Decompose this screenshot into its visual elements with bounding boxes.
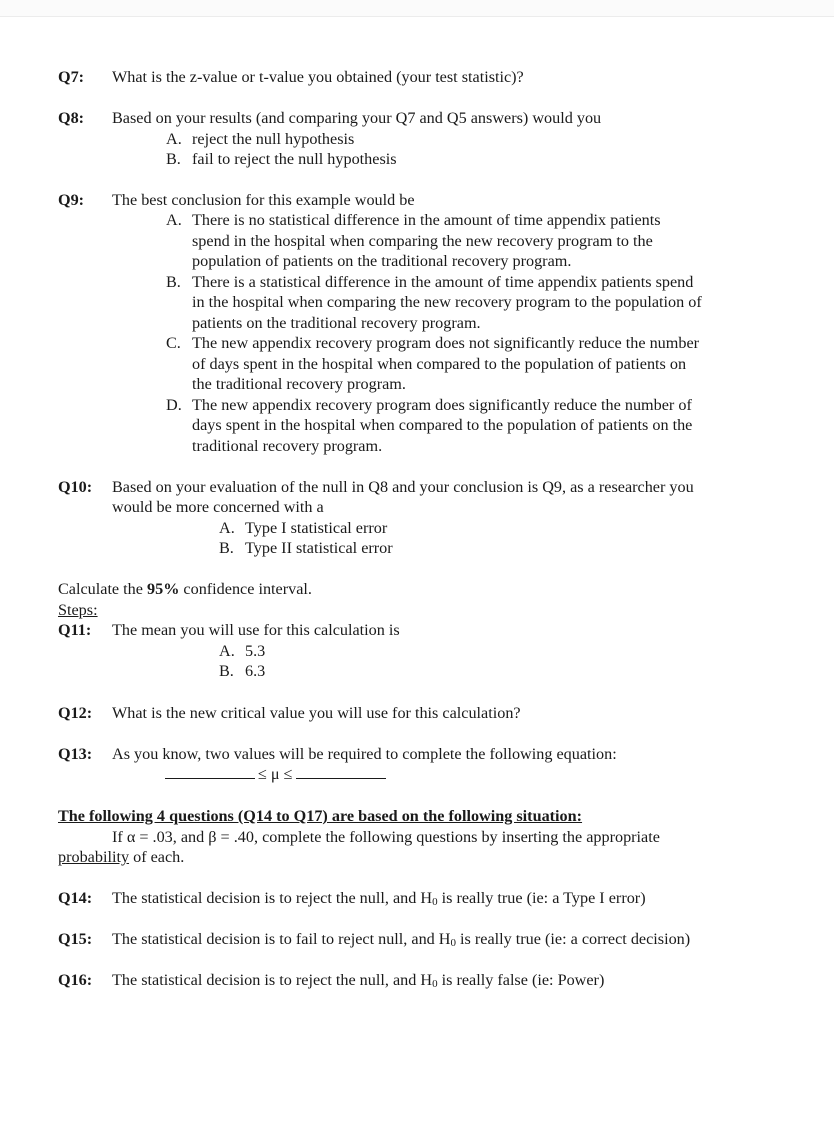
option-a[interactable]: A. reject the null hypothesis	[166, 130, 355, 148]
situation-line-1: If α = .03, and β = .40, complete the following questions by inserting the appropriate	[112, 828, 660, 846]
question-text: The statistical decision is to fail to reject null, and $H_0$ is really true (ie: a correct decision)	[112, 930, 691, 949]
question-text: Based on your results (and comparing your Q7 and Q5 answers) would you	[112, 109, 602, 127]
question-label: Q10:	[58, 478, 93, 496]
option-b[interactable]: B. fail to reject the null hypothesis	[166, 150, 397, 168]
upper-bound-blank[interactable]	[296, 764, 386, 779]
question-text: As you know, two values will be required to complete the following equation:	[112, 745, 617, 763]
question-text-cont: would be more concerned with a	[112, 498, 324, 516]
question-text: Based on your evaluation of the null in Q8 and your conclusion is Q9, as a researcher you	[112, 478, 694, 496]
lower-bound-blank[interactable]	[165, 764, 255, 779]
question-text: The statistical decision is to reject the null, and $H_0$ is really true (ie: a Type I error)	[112, 889, 646, 908]
ci-instruction: Calculate the 95% confidence interval.	[58, 580, 312, 598]
option-b[interactable]: B. Type II statistical error	[219, 539, 393, 557]
question-label: Q11:	[58, 621, 92, 639]
question-text: The statistical decision is to reject the null, and $H_0$ is really false (ie: Power)	[112, 971, 605, 990]
question-label: Q15:	[58, 930, 93, 948]
question-label: Q12:	[58, 704, 93, 722]
question-text: The best conclusion for this example would be	[112, 191, 415, 209]
option-a[interactable]: A. Type I statistical error	[219, 519, 388, 537]
question-text: What is the z-value or t-value you obtained (your test statistic)?	[112, 68, 524, 86]
question-label: Q8:	[58, 109, 85, 127]
situation-heading: The following 4 questions (Q14 to Q17) are based on the following situation:	[58, 807, 583, 825]
option-a[interactable]: A. 5.3	[219, 642, 266, 660]
question-label: Q13:	[58, 745, 93, 763]
viewer-top-bar	[0, 0, 834, 17]
question-label: Q9:	[58, 191, 85, 209]
question-label: Q7:	[58, 68, 85, 86]
question-text: The mean you will use for this calculation is	[112, 621, 400, 639]
situation-line-2: probability of each.	[58, 848, 185, 866]
option-b[interactable]: B. 6.3	[219, 662, 266, 680]
question-label: Q16:	[58, 971, 93, 989]
question-label: Q14:	[58, 889, 93, 907]
question-text: What is the new critical value you will use for this calculation?	[112, 704, 521, 722]
ci-equation: ≤ μ ≤	[165, 764, 386, 784]
steps-label: Steps:	[58, 601, 98, 619]
